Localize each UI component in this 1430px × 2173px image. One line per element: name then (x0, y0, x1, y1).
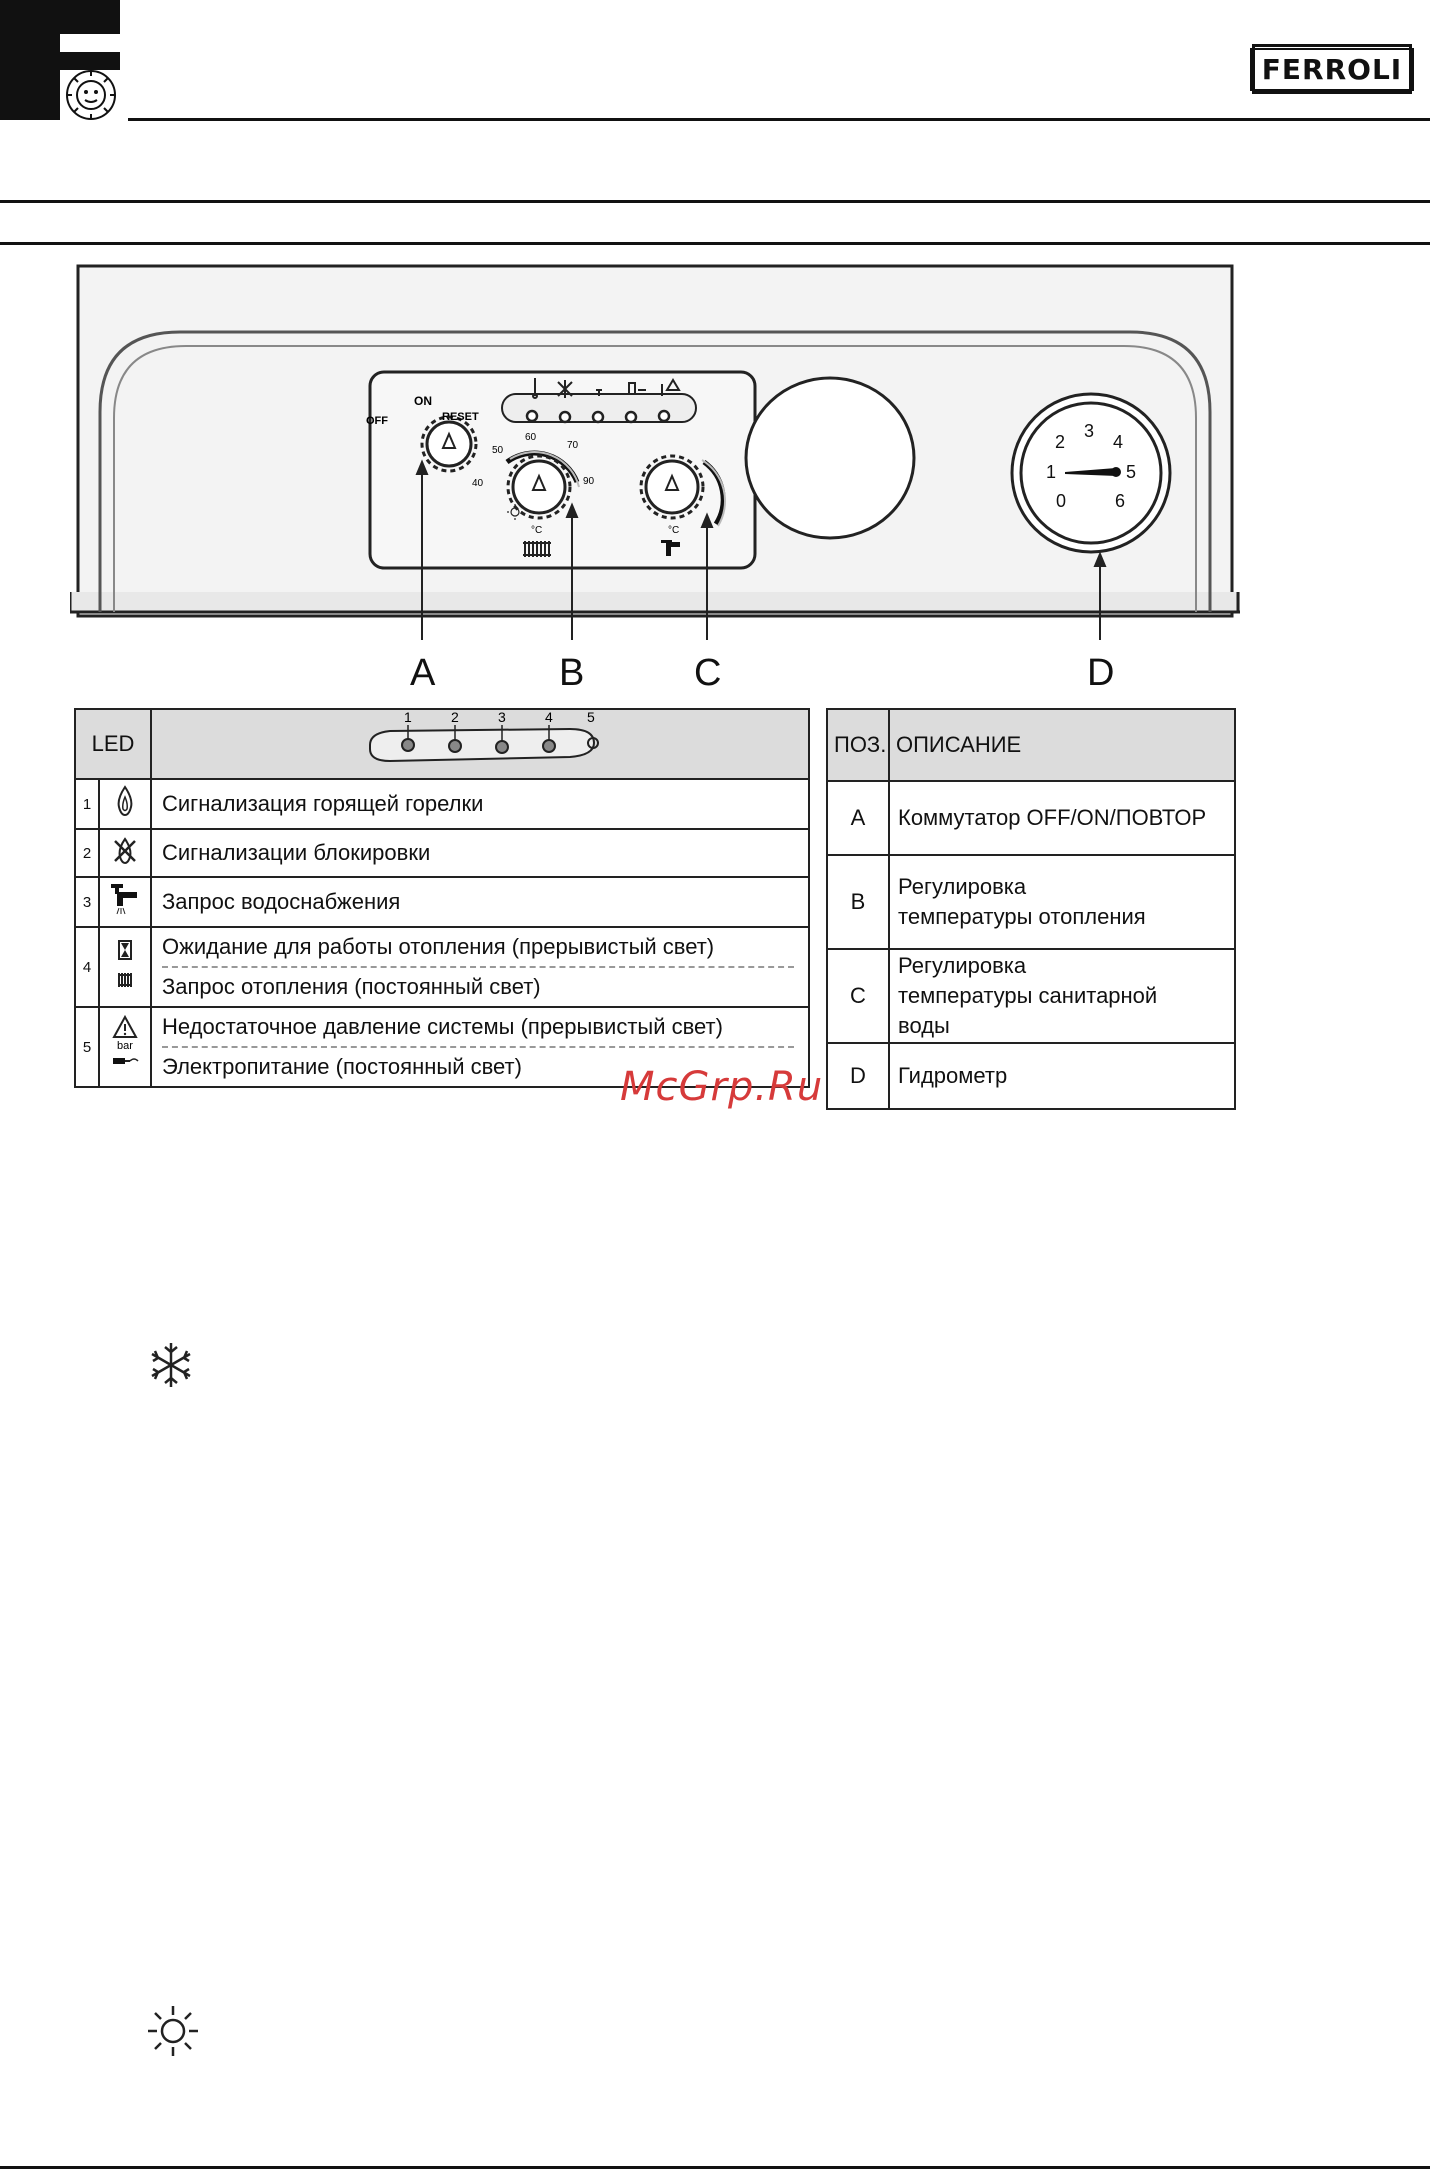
gauge-3: 3 (1084, 421, 1095, 441)
callout-b: B (559, 652, 585, 694)
led-row-number: 3 (75, 877, 99, 927)
led-row-3 (75, 877, 809, 927)
heating-scale-60: 60 (525, 432, 537, 443)
gauge-1: 1 (1046, 462, 1057, 482)
hourglass-radiator-icon (99, 927, 151, 1007)
pos-description: Коммутатор OFF/ON/ПОВТОР (889, 781, 1235, 855)
callout-d: D (1087, 652, 1115, 694)
pos-description: Регулировка температуры санитарной воды (889, 949, 1235, 1043)
led-row-4 (75, 927, 809, 1007)
lockout-icon (99, 829, 151, 877)
switch-label-reset: RESET (442, 411, 479, 423)
ferroli-brand-logo (1252, 44, 1412, 94)
pos-row-c (827, 949, 1235, 1043)
pos-row-d (827, 1043, 1235, 1109)
pos-row-b (827, 855, 1235, 949)
gauge-4: 4 (1113, 432, 1124, 452)
led-row-text: Ожидание для работы отопления (прерывистый свет) (162, 934, 715, 959)
dhw-unit: °C (668, 525, 680, 536)
led-row-text: Сигнализации блокировки (151, 829, 809, 877)
hydrometer-gauge (1012, 394, 1170, 552)
heating-scale-50: 50 (492, 445, 504, 456)
position-description-table (826, 708, 1236, 1110)
gauge-0: 0 (1056, 491, 1067, 511)
led-row-number: 5 (75, 1007, 99, 1087)
led-table-header: LED (75, 709, 151, 779)
pos-letter: D (827, 1043, 889, 1109)
brand-name: FERROLI (1250, 48, 1414, 91)
header-rule (128, 118, 1430, 121)
switch-label-on: ON (414, 394, 432, 408)
control-panel-diagram (70, 262, 1240, 702)
pos-letter: B (827, 855, 889, 949)
led-row-number: 2 (75, 829, 99, 877)
pos-letter: A (827, 781, 889, 855)
flame-icon (99, 779, 151, 829)
pos-description: Гидрометр (889, 1043, 1235, 1109)
pos-header: ПОЗ. (827, 709, 889, 781)
heating-unit: °C (531, 525, 543, 536)
led-row-text: Недостаточное давление системы (прерывистый свет) (162, 1014, 723, 1039)
blank-cover (746, 378, 914, 538)
led-number-2: 2 (451, 711, 459, 725)
gauge-6: 6 (1115, 491, 1126, 511)
gauge-5: 5 (1126, 462, 1137, 482)
watermark: McGrp.Ru (620, 1064, 824, 1110)
led-number-1: 1 (404, 711, 412, 725)
led-table (74, 708, 810, 1088)
led-row-1 (75, 779, 809, 829)
bar-label: bar (117, 1040, 133, 1052)
switch-label-off: OFF (366, 415, 388, 427)
gauge-2: 2 (1055, 432, 1066, 452)
led-number-3: 3 (498, 711, 506, 725)
led-number-5: 5 (587, 711, 595, 725)
heating-scale-40: 40 (472, 478, 484, 489)
led-row-text: Запрос водоснабжения (151, 877, 809, 927)
warning-plug-icon (99, 1007, 151, 1087)
led-row-2 (75, 829, 809, 877)
snowflake-icon (146, 1340, 196, 1390)
sun-icon (146, 2004, 200, 2058)
led-row-text: Электропитание (постоянный свет) (162, 1054, 522, 1079)
ferroli-logo-mark (0, 0, 120, 120)
led-strip-illustration (151, 709, 809, 779)
pos-row-a (827, 781, 1235, 855)
heating-scale-70: 70 (567, 440, 579, 451)
led-row-text: Сигнализация горящей горелки (151, 779, 809, 829)
pos-description: Регулировка температуры отопления (889, 855, 1235, 949)
led-number-4: 4 (545, 711, 553, 725)
heating-scale-90: 90 (583, 476, 595, 487)
section-rule-top (0, 200, 1430, 203)
pos-letter: C (827, 949, 889, 1043)
section-rule-bottom (0, 242, 1430, 245)
description-header: ОПИСАНИЕ (889, 709, 1235, 781)
callout-a: A (410, 652, 436, 694)
footer-rule (0, 2166, 1430, 2169)
callout-c: C (694, 652, 722, 694)
tap-icon (99, 877, 151, 927)
led-row-number: 1 (75, 779, 99, 829)
led-row-text: Запрос отопления (постоянный свет) (162, 974, 541, 999)
led-row-number: 4 (75, 927, 99, 1007)
